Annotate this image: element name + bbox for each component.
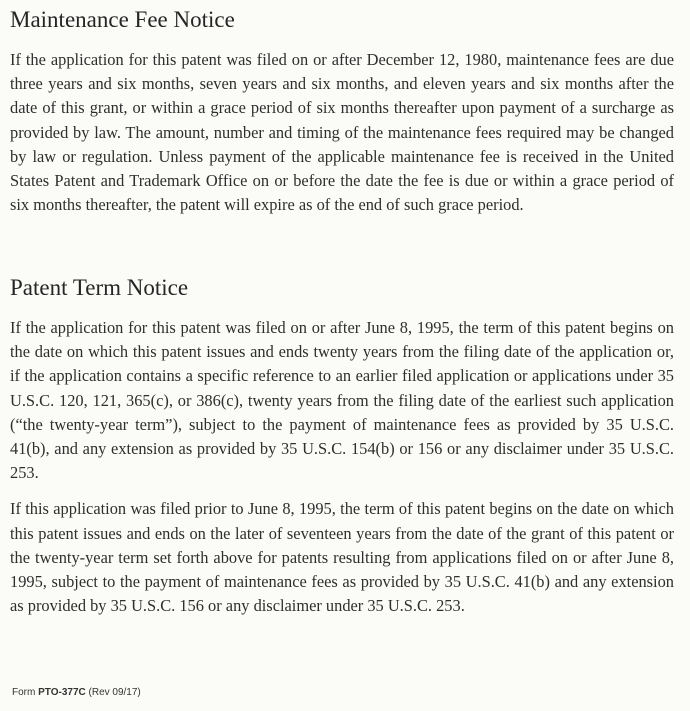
maintenance-fee-section <box>10 6 674 217</box>
form-revision: (Rev 09/17) <box>85 687 141 698</box>
maintenance-fee-paragraph: If the application for this patent was filed on or after December 12, 1980, maintenance fees are due three years and six months, seven years and six months, and eleven years and six months after the date of this grant, or within a grace period of six months thereafter upon payment of a surcharge as provided by law. The amount, number and timing of the maintenance fees required may be changed by law or regulation. Unless payment of the applicable maintenance fee is received in the United States Patent and Trademark Office on or before the date the fee is due or within a grace period of six months thereafter, the patent will expire as of the end of such grace period. <box>10 50 674 215</box>
form-id: PTO-377C <box>38 687 86 698</box>
patent-term-paragraph-1: If the application for this patent was filed on or after June 8, 1995, the term of this patent begins on the date on which this patent issues and ends twenty years from the filing date of the application or, if the application contains a specific reference to an earlier filed application or applications under 35 U.S.C. 120, 121, 365(c), or 386(c), twenty years from the filing date of the earliest such application (“the twenty-year term”), subject to the payment of maintenance fees as provided by 35 U.S.C. 41(b), and any extension as provided by 35 U.S.C. 154(b) or 156 or any disclaimer under 35 U.S.C. 253. <box>10 318 674 483</box>
patent-term-heading: Patent Term Notice <box>10 275 189 300</box>
form-footer <box>12 687 141 698</box>
patent-term-paragraph-2: If this application was filed prior to June 8, 1995, the term of this patent begins on the date on which this patent issues and ends on the later of seventeen years from the date of the grant of this patent or the twenty-year term set forth above for patents resulting from applications filed on or after June 8, 1995, subject to the payment of maintenance fees as provided by 35 U.S.C. 41(b) and any extension as provided by 35 U.S.C. 156 or any disclaimer under 35 U.S.C. 253. <box>10 499 674 616</box>
form-prefix: Form <box>12 687 39 698</box>
maintenance-fee-heading: Maintenance Fee Notice <box>10 7 235 32</box>
patent-term-section <box>10 274 674 618</box>
